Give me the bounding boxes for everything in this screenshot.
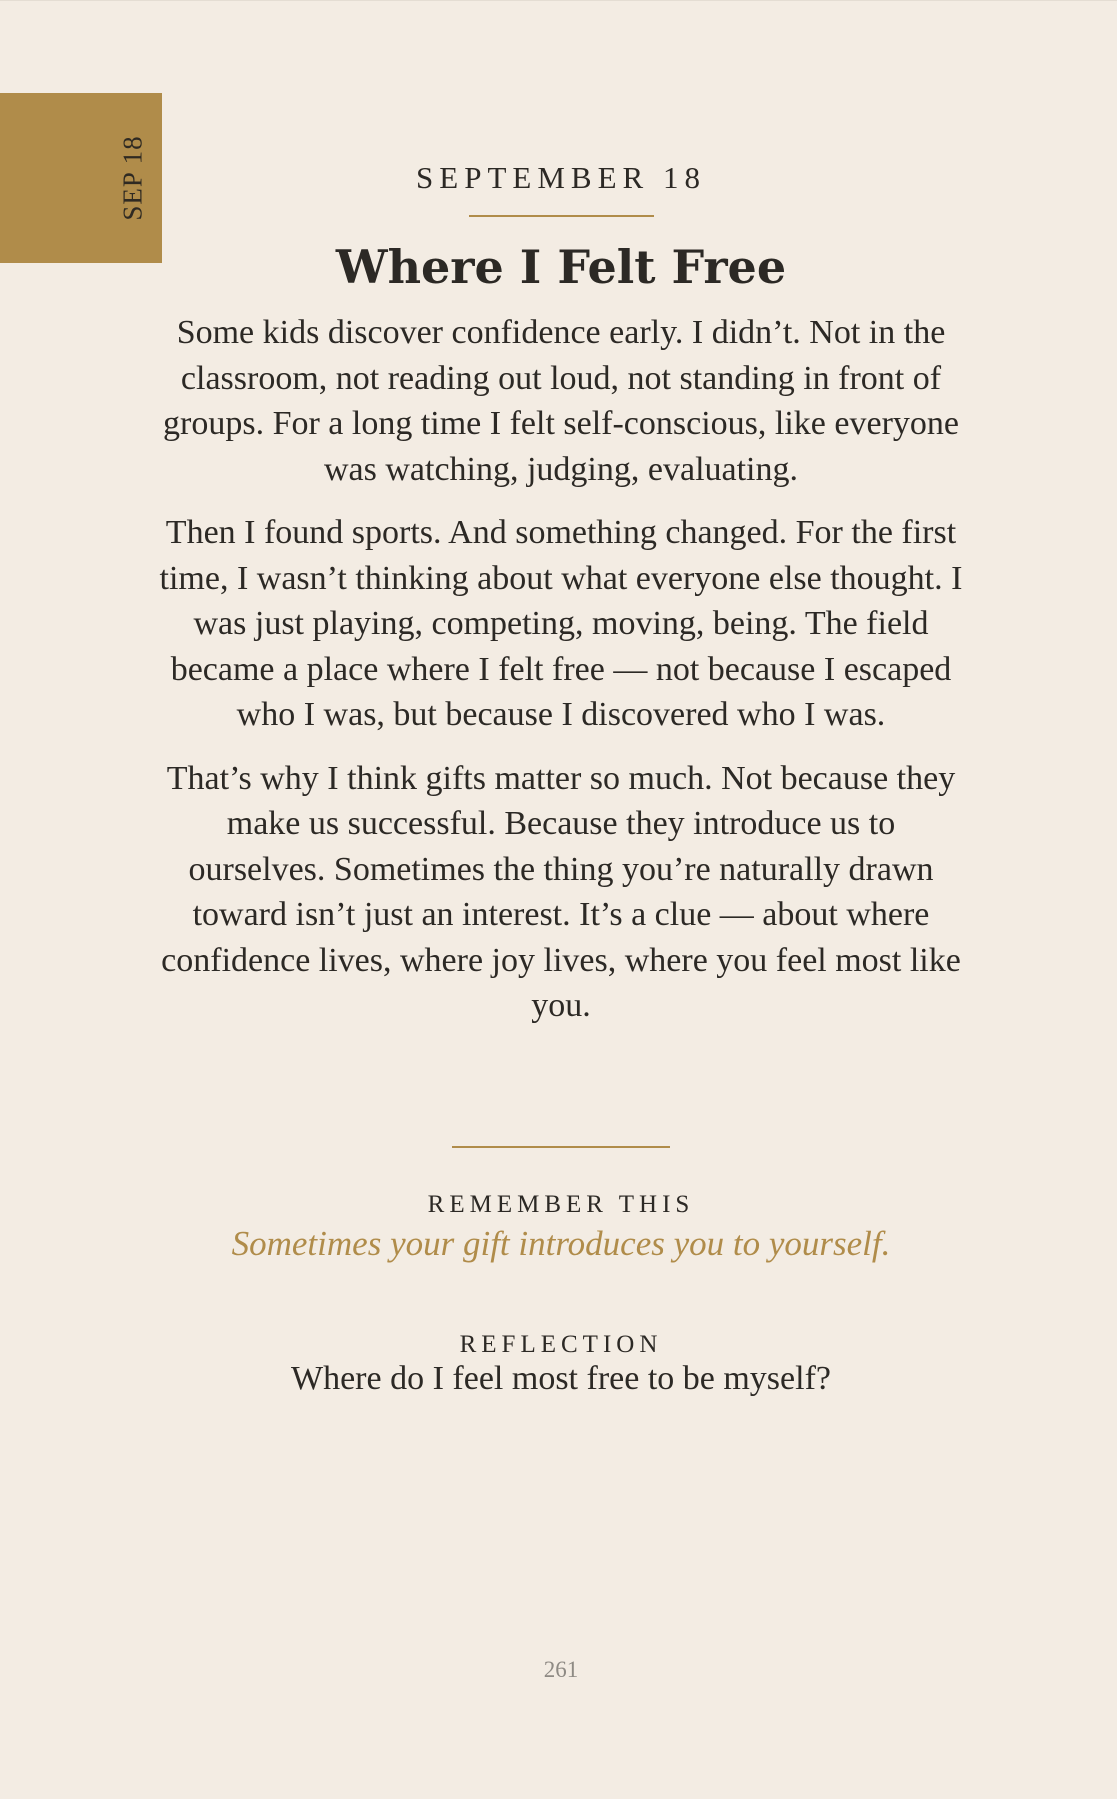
section-divider xyxy=(452,1146,670,1148)
body-paragraph: Then I found sports. And something changed. For the first time, I wasn’t thinking about what everyone else thought. I was just playing, competing, moving, being. The field became a place where I felt free — not because I escaped who I was, but because I discovered who I was. xyxy=(159,514,963,733)
entry-title: Where I Felt Free xyxy=(335,240,787,294)
date-divider xyxy=(469,215,654,217)
page-number: 261 xyxy=(543,1657,579,1682)
top-border xyxy=(0,0,1117,1)
remember-label: REMEMBER THIS xyxy=(427,1191,695,1218)
body-paragraph: Some kids discover confidence early. I didn’t. Not in the classroom, not reading out loud, not standing in front of groups. For a long time I felt self-conscious, like everyone was watching, judging, evaluating. xyxy=(163,314,959,488)
entry-body xyxy=(158,310,964,1047)
body-paragraph: That’s why I think gifts matter so much. Not because they make us successful. Because they introduce us to ourselves. Sometimes the thing you’re naturally drawn toward isn’t just an interest. It’s a clue — about where confidence lives, where joy lives, where you feel most like you. xyxy=(161,759,961,1024)
remember-quote: Sometimes your gift introduces you to yourself. xyxy=(231,1224,891,1263)
entry-date: SEPTEMBER 18 xyxy=(416,160,706,195)
reflection-label: REFLECTION xyxy=(459,1331,663,1358)
reflection-question: Where do I feel most free to be myself? xyxy=(291,1360,831,1397)
date-tab-label: SEP 18 xyxy=(117,135,148,221)
